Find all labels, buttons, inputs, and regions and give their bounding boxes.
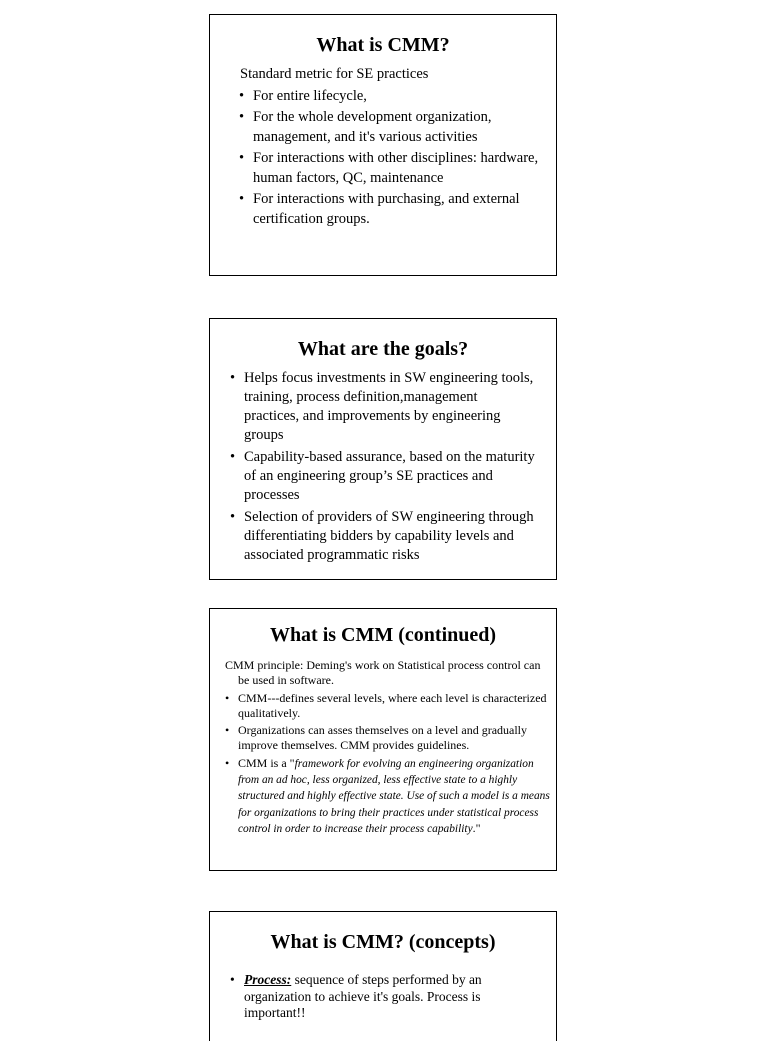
slide-title: What is CMM? (concepts): [270, 931, 496, 953]
bullet-list: [210, 369, 556, 565]
bullet-icon: •: [225, 755, 230, 770]
bullet-item: [210, 723, 556, 754]
bullet-item: [210, 508, 556, 565]
bullet-item: [210, 691, 556, 722]
bullet-icon: •: [225, 690, 230, 705]
slide-what-is-cmm: [209, 14, 557, 276]
bullet-item: [210, 448, 556, 505]
term-definition: sequence of steps performed by an organization to achieve it's goals. Process is important!!: [244, 972, 482, 1020]
slide-lead-text: Standard metric for SE practices: [240, 66, 429, 82]
bullet-text: Selection of providers of SW engineering through differentiating bidders by capability levels and associated programmatic risks: [244, 509, 534, 563]
bullet-icon: •: [239, 87, 245, 104]
bullet-icon: •: [225, 723, 230, 738]
quote-prefix: CMM is a ": [238, 755, 295, 770]
bullet-text: Helps focus investments in SW engineering tools, training, process definition,management practices, and improvements by engineering groups: [244, 370, 534, 443]
slide-body: [210, 369, 556, 568]
slide-cmm-continued: [209, 608, 557, 871]
slide-title: What are the goals?: [297, 338, 469, 360]
bullet-icon: •: [230, 509, 236, 525]
bullet-icon: •: [239, 109, 245, 125]
bullet-list: [210, 691, 556, 838]
bullet-item: [210, 756, 556, 837]
bullet-text: CMM---defines several levels, where each level is characterized qualitatively.: [238, 690, 547, 720]
bullet-item: [210, 108, 556, 147]
bullet-icon: •: [230, 449, 236, 465]
bullet-icon: •: [230, 370, 236, 386]
slide-body: [210, 65, 556, 229]
quote-suffix: .": [472, 820, 481, 835]
bullet-text: For interactions with purchasing, and external certification groups.: [253, 191, 520, 227]
bullet-icon: •: [230, 972, 235, 987]
slide-body: [210, 972, 556, 1022]
bullet-text: For the whole development organization, management, and it's various activities: [253, 109, 492, 145]
bullet-list: [210, 972, 556, 1022]
bullet-icon: •: [239, 150, 245, 166]
bullet-item: [210, 972, 556, 1022]
bullet-text: Capability-based assurance, based on the maturity of an engineering group’s SE practices and processes: [244, 449, 535, 503]
bullet-item: [210, 369, 556, 445]
slide-goals: [209, 318, 557, 580]
bullet-item: [210, 190, 556, 229]
slide-title: What is CMM (continued): [269, 624, 497, 646]
slide-cmm-concepts: [209, 911, 557, 1041]
term-label: Process:: [244, 972, 292, 987]
bullet-icon: •: [239, 191, 245, 207]
slide-title: What is CMM?: [316, 34, 450, 56]
bullet-text: Organizations can asses themselves on a level and gradually improve themselves. CMM provides guidelines.: [238, 723, 528, 753]
bullet-item: [210, 87, 556, 107]
bullet-item: [210, 149, 556, 188]
bullet-list: [210, 87, 556, 230]
slide-lead-text: CMM principle: Deming's work on Statistical process control can be used in software.: [225, 658, 541, 688]
slide-body: [210, 658, 556, 837]
quote-text: framework for evolving an engineering organization from an ad hoc, less organized, less effective state to a highly structured and highly effective state. Use of such a model is a means for organizations to bring their practices under statistical process control in order to increase their process capability: [238, 757, 550, 835]
bullet-text: For entire lifecycle,: [253, 87, 367, 104]
bullet-text: For interactions with other disciplines: hardware, human factors, QC, maintenance: [253, 150, 539, 186]
